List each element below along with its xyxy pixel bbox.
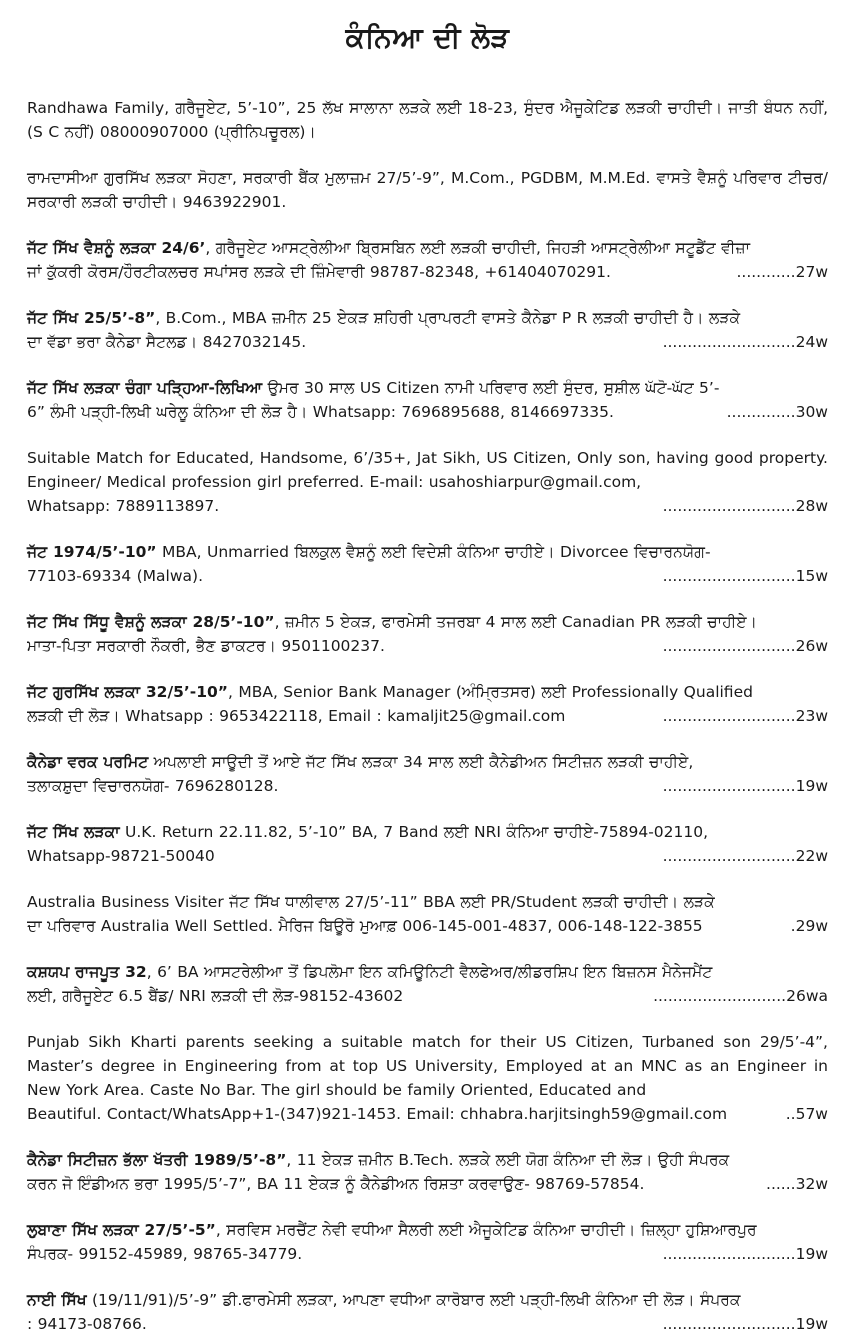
ad-body: , MBA, Senior Bank Manager (ਅੰਮ੍ਰਿਤਸਰ) ਲਈ Professionally Qualified — [227, 683, 753, 701]
ad-contact: Whatsapp-98721-50040 — [27, 847, 215, 865]
ad-heading: ਕਸ਼ਯਪ ਰਾਜਪੂਤ 32 — [27, 963, 147, 981]
classified-ad — [27, 236, 828, 284]
ad-contact: 6” ਲੰਮੀ ਪੜ੍ਹੀ-ਲਿਖੀ ਘਰੇਲੂ ਕੰਨਿਆ ਦੀ ਲੋੜ ਹੈ। Whatsapp: 7696895688, 8146697335. — [27, 403, 614, 421]
page-title: ਕੰਨਿਆ ਦੀ ਲੋੜ — [345, 21, 510, 54]
classified-ad — [27, 890, 828, 938]
ad-contact: ਜਾਂ ਕੁੱਕਰੀ ਕੋਰਸ/ਹੌਰਟੀਕਲਚਰ ਸਪਾਂਸਰ ਲੜਕੇ ਦੀ ਜ਼ਿੰਮੇਵਾਰੀ 98787-82348, +61404070291. — [27, 263, 611, 281]
ad-body: Randhawa Family, ਗਰੈਜੂਏਟ, 5’-10”, 25 ਲੱਖ ਸਾਲਾਨਾ ਲੜਕੇ ਲਈ 18-23, ਸੁੰਦਰ ਐਜੂਕੇਟਿਡ ਲੜਕੀ ਚਾਹੀਦੀ। ਜਾਤੀ ਬੰਧਨ ਨਹੀਂ, (S C ਨਹੀਂ) 08000907000 (ਪ੍ਰੀਨਿਪਚੂਰਲ)। — [27, 99, 828, 141]
ad-last-line — [27, 844, 828, 868]
ad-last-line — [27, 494, 828, 518]
ad-last-line — [27, 1312, 828, 1336]
ad-heading: ਜੱਟ 1974/5’-10” — [27, 543, 157, 561]
classified-ad — [27, 820, 828, 868]
ad-last-line — [27, 260, 828, 284]
ad-last-line — [27, 984, 828, 1008]
classified-ad — [27, 1218, 828, 1266]
ad-text — [27, 306, 828, 330]
ad-text — [27, 680, 828, 704]
ad-body: (19/11/91)/5’-9” ਡੀ.ਫਾਰਮੇਸੀ ਲੜਕਾ, ਆਪਣਾ ਵਧੀਆ ਕਾਰੋਬਾਰ ਲਈ ਪੜ੍ਹੀ-ਲਿਖੀ ਕੰਨਿਆ ਦੀ ਲੋੜ। ਸੰਪਰਕ — [86, 1291, 741, 1309]
ad-reference-code: ......32w — [766, 1175, 828, 1193]
ad-body: ਅਪਲਾਈ ਸਾਊਦੀ ਤੋਂ ਆਏ ਜੱਟ ਸਿੱਖ ਲੜਕਾ 34 ਸਾਲ ਲਈ ਕੈਨੇਡੀਅਨ ਸਿਟੀਜ਼ਨ ਲੜਕੀ ਚਾਹੀਏ, — [148, 753, 694, 771]
ad-text — [27, 750, 828, 774]
ad-contact: ਲੜਕੀ ਦੀ ਲੋੜ। Whatsapp : 9653422118, Email : kamaljit25@gmail.com — [27, 707, 566, 725]
ad-heading: ਕੈਨੇਡਾ ਸਿਟੀਜ਼ਨ ਭੱਲਾ ਖੱਤਰੀ 1989/5’-8” — [27, 1151, 287, 1169]
classified-ad — [27, 1148, 828, 1196]
ad-reference-code: ...........................28w — [662, 497, 828, 515]
ad-contact: Whatsapp: 7889113897. — [27, 497, 220, 515]
ad-contact: ਲਈ, ਗਰੈਜੂਏਟ 6.5 ਬੈਂਡ/ NRI ਲੜਕੀ ਦੀ ਲੋੜ-98152-43602 — [27, 987, 404, 1005]
classified-ad — [27, 166, 828, 214]
ad-body: Australia Business Visiter ਜੱਟ ਸਿੱਖ ਧਾਲੀਵਾਲ 27/5’-11” BBA ਲਈ PR/Student ਲੜਕੀ ਚਾਹੀਦੀ। ਲੜਕੇ — [27, 893, 715, 911]
ad-reference-code: ............27w — [736, 263, 828, 281]
ad-contact: ਸੰਪਰਕ- 99152-45989, 98765-34779. — [27, 1245, 303, 1263]
ad-reference-code: ...........................23w — [662, 707, 828, 725]
ad-heading: ਜੱਟ ਗੁਰਸਿੱਖ ਲੜਕਾ 32/5’-10” — [27, 683, 228, 701]
ad-contact: : 94173-08766. — [27, 1315, 147, 1333]
ad-body: , ਸਰਵਿਸ ਮਰਚੈਂਟ ਨੇਵੀ ਵਧੀਆ ਸੈਲਰੀ ਲਈ ਐਜੂਕੇਟਿਡ ਕੰਨਿਆ ਚਾਹੀਦੀ। ਜ਼ਿਲ੍ਹਾ ਹੁਸ਼ਿਆਰਪੁਰ — [215, 1221, 757, 1239]
ad-text — [27, 236, 828, 260]
classified-ad — [27, 540, 828, 588]
ad-contact: ਤਲਾਕਸ਼ੁਦਾ ਵਿਚਾਰਨਯੋਗ- 7696280128. — [27, 777, 279, 795]
ad-last-line — [27, 1242, 828, 1266]
ad-heading: ਨਾਈ ਸਿੱਖ — [27, 1291, 87, 1309]
ad-body: ਰਾਮਦਾਸੀਆ ਗੁਰਸਿੱਖ ਲੜਕਾ ਸੋਹਣਾ, ਸਰਕਾਰੀ ਬੈਂਕ ਮੁਲਾਜ਼ਮ 27/5’-9”, M.Com., PGDBM, M.M.Ed. ਵਾਸਤੇ ਵੈਸ਼ਨੂੰ ਪਰਿਵਾਰ ਟੀਚਰ/ਸਰਕਾਰੀ ਲੜਕੀ ਚਾਹੀਦੀ। 9463922901. — [27, 169, 828, 211]
ad-text — [27, 540, 828, 564]
ad-text — [27, 166, 828, 214]
classified-ad — [27, 960, 828, 1008]
ad-reference-code: ..57w — [785, 1105, 828, 1123]
ad-body: U.K. Return 22.11.82, 5’-10” BA, 7 Band ਲਈ NRI ਕੰਨਿਆ ਚਾਹੀਏ-75894-02110, — [119, 823, 709, 841]
ad-reference-code: ...........................19w — [662, 1245, 828, 1263]
ad-text — [27, 1148, 828, 1172]
classified-ad — [27, 306, 828, 354]
ad-last-line — [27, 914, 828, 938]
ad-last-line — [27, 564, 828, 588]
ad-heading: ਜੱਟ ਸਿੱਖ ਵੈਸ਼ਨੂੰ ਲੜਕਾ 24/6’ — [27, 239, 206, 257]
ad-contact: Beautiful. Contact/WhatsApp+1-(347)921-1453. Email: chhabra.harjitsingh59@gmail.com — [27, 1105, 728, 1123]
ad-reference-code: ...........................26wa — [653, 987, 828, 1005]
ad-contact: ਮਾਤਾ-ਪਿਤਾ ਸਰਕਾਰੀ ਨੌਕਰੀ, ਭੈਣ ਡਾਕਟਰ। 9501100237. — [27, 637, 385, 655]
ad-heading: ਜੱਟ ਸਿੱਖ ਲੜਕਾ — [27, 823, 120, 841]
ad-reference-code: ...........................22w — [662, 847, 828, 865]
ad-heading: ਜੱਟ ਸਿੱਖ 25/5’-8” — [27, 309, 156, 327]
ad-last-line — [27, 1102, 828, 1126]
ad-text — [27, 820, 828, 844]
ad-last-line — [27, 330, 828, 354]
ad-body: , ਜ਼ਮੀਨ 5 ਏਕੜ, ਫਾਰਮੇਸੀ ਤਜਰਬਾ 4 ਸਾਲ ਲਈ Canadian PR ਲੜਕੀ ਚਾਹੀਏ। — [274, 613, 758, 631]
ad-contact: ਕਰਨ ਜੋ ਇੰਡੀਅਨ ਭਰਾ 1995/5’-7”, BA 11 ਏਕੜ ਨੂੰ ਕੈਨੇਡੀਅਨ ਰਿਸ਼ਤਾ ਕਰਵਾਉਣ- 98769-57854. — [27, 1175, 645, 1193]
ad-last-line — [27, 774, 828, 798]
ad-reference-code: ...........................19w — [662, 1315, 828, 1333]
ad-text — [27, 446, 828, 494]
ad-text — [27, 96, 828, 144]
ad-last-line — [27, 1172, 828, 1196]
ad-contact: ਦਾ ਪਰਿਵਾਰ Australia Well Settled. ਮੈਰਿਜ ਬਿਊਰੋ ਮੁਆਫ਼ 006-145-001-4837, 006-148-122-3855 — [27, 917, 703, 935]
classified-ad — [27, 376, 828, 424]
ad-heading: ਜੱਟ ਸਿੱਖ ਸਿੱਧੂ ਵੈਸ਼ਨੂੰ ਲੜਕਾ 28/5’-10” — [27, 613, 275, 631]
ad-reference-code: .29w — [790, 917, 828, 935]
ad-body: Suitable Match for Educated, Handsome, 6’/35+, Jat Sikh, US Citizen, Only son, having good property. Engineer/ Medical profession girl preferred. E-mail: usahoshiarpur@gmail.com, — [27, 449, 828, 491]
classified-ad — [27, 96, 828, 144]
ad-reference-code: ...........................24w — [662, 333, 828, 351]
ad-text — [27, 376, 828, 400]
ad-body: MBA, Unmarried ਬਿਲਕੁਲ ਵੈਸ਼ਨੂੰ ਲਈ ਵਿਦੇਸ਼ੀ ਕੰਨਿਆ ਚਾਹੀਏ। Divorcee ਵਿਚਾਰਨਯੋਗ- — [156, 543, 711, 561]
ad-text — [27, 890, 828, 914]
classified-ad — [27, 610, 828, 658]
ad-text — [27, 1288, 828, 1312]
ad-reference-code: ...........................19w — [662, 777, 828, 795]
ad-text — [27, 1218, 828, 1242]
ad-heading: ਕੈਨੇਡਾ ਵਰਕ ਪਰਮਿਟ — [27, 753, 149, 771]
ad-body: , B.Com., MBA ਜ਼ਮੀਨ 25 ਏਕੜ ਸ਼ਹਿਰੀ ਪ੍ਰਾਪਰਟੀ ਵਾਸਤੇ ਕੈਨੇਡਾ P R ਲੜਕੀ ਚਾਹੀਦੀ ਹੈ। ਲੜਕੇ — [155, 309, 741, 327]
ad-contact: ਦਾ ਵੱਡਾ ਭਰਾ ਕੈਨੇਡਾ ਸੈਟਲਡ। 8427032145. — [27, 333, 307, 351]
ad-text — [27, 960, 828, 984]
ad-body: , 6’ BA ਆਸਟਰੇਲੀਆ ਤੋਂ ਡਿਪਲੋਮਾ ਇਨ ਕਮਿਊਨਿਟੀ ਵੈਲਫੇਅਰ/ਲੀਡਰਸ਼ਿਪ ਇਨ ਬਿਜ਼ਨਸ ਮੈਨੇਜਮੈਂਟ — [146, 963, 713, 981]
ad-text — [27, 1030, 828, 1102]
ad-body: ਉਮਰ 30 ਸਾਲ US Citizen ਨਾਮੀ ਪਰਿਵਾਰ ਲਈ ਸੁੰਦਰ, ਸੁਸ਼ੀਲ ਘੱਟੋ-ਘੱਟ 5’- — [262, 379, 720, 397]
ad-last-line — [27, 634, 828, 658]
classified-ad — [27, 1030, 828, 1126]
ad-heading: ਲੁਬਾਣਾ ਸਿੱਖ ਲੜਕਾ 27/5’-5” — [27, 1221, 216, 1239]
ad-last-line — [27, 400, 828, 424]
classified-ad — [27, 446, 828, 518]
ad-body: , 11 ਏਕੜ ਜ਼ਮੀਨ B.Tech. ਲੜਕੇ ਲਈ ਯੋਗ ਕੰਨਿਆ ਦੀ ਲੋੜ। ਉਹੀ ਸੰਪਰਕ — [286, 1151, 730, 1169]
ad-text — [27, 610, 828, 634]
ad-last-line — [27, 704, 828, 728]
classified-ad — [27, 680, 828, 728]
classified-ad — [27, 750, 828, 798]
ad-reference-code: ..............30w — [726, 403, 828, 421]
ad-body: Punjab Sikh Kharti parents seeking a suitable match for their US Citizen, Turbaned son 29/5’-4”, Master’s degree in Engineering from at top US University, Employed at an MNC as an Engineer in New York Area. Caste No Bar. The girl should be family Oriented, Educated and — [27, 1033, 828, 1099]
classified-ads-list — [27, 96, 828, 1336]
ad-body: , ਗਰੈਜੂਏਟ ਆਸਟ੍ਰੇਲੀਆ ਬ੍ਰਿਸਬਿਨ ਲਈ ਲੜਕੀ ਚਾਹੀਦੀ, ਜਿਹੜੀ ਆਸਟ੍ਰੇਲੀਆ ਸਟੂਡੈਂਟ ਵੀਜ਼ਾ — [205, 239, 751, 257]
ad-reference-code: ...........................15w — [662, 567, 828, 585]
ad-contact: 77103-69334 (Malwa). — [27, 567, 204, 585]
classified-ad — [27, 1288, 828, 1336]
ad-reference-code: ...........................26w — [662, 637, 828, 655]
ad-heading: ਜੱਟ ਸਿੱਖ ਲੜਕਾ ਚੰਗਾ ਪੜ੍ਹਿਆ-ਲਿਖਿਆ — [27, 379, 263, 397]
